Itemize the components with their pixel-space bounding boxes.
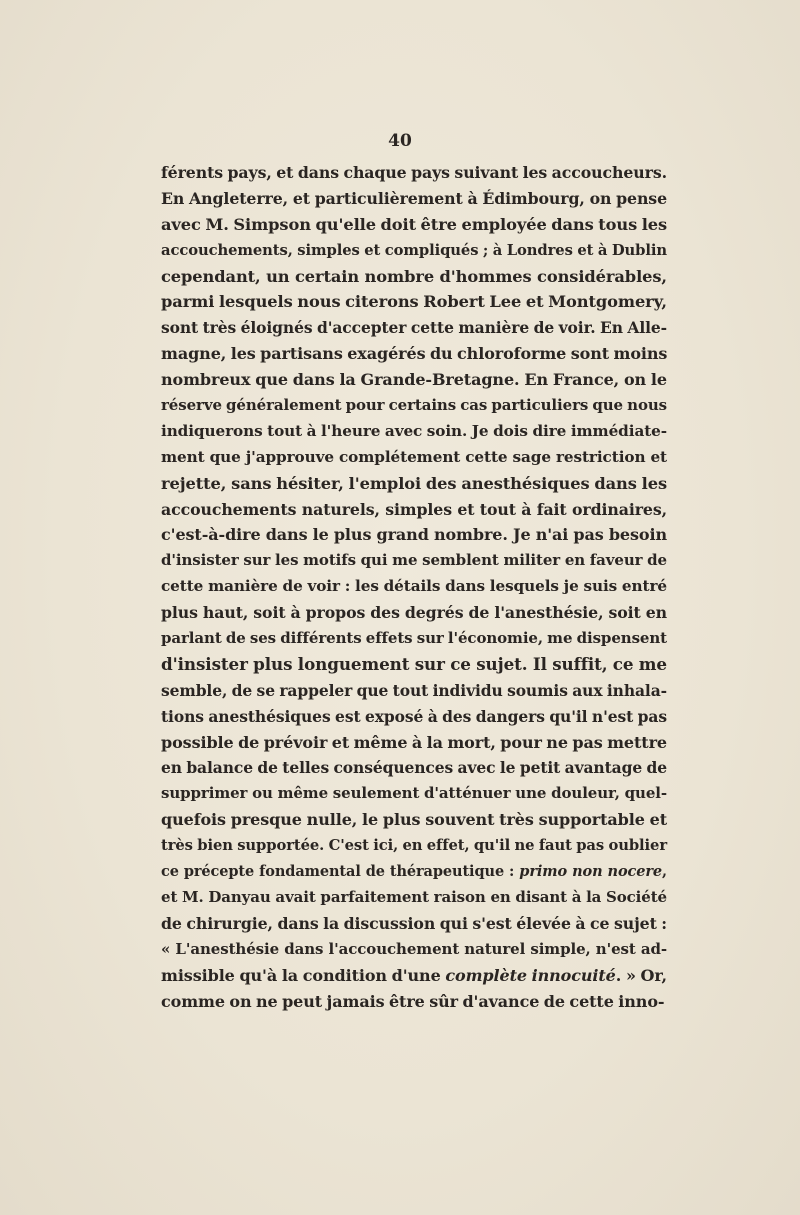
text-line: et M. Danyau avait parfaitement raison en disant à la Société <box>161 887 667 906</box>
text-line: d'insister plus longuement sur ce sujet. Il suffit, ce me <box>161 653 667 674</box>
text-line: magne, les partisans exagérés du chloroforme sont moins <box>161 344 668 364</box>
text-line: de chirurgie, dans la discussion qui s'est élevée à ce sujet : <box>161 913 667 933</box>
text-line: avec M. Simpson qu'elle doit être employée dans tous les <box>161 214 668 234</box>
text-line: réserve généralement pour certains cas particuliers que nous <box>161 396 667 415</box>
page-number: 40 <box>388 131 412 151</box>
text-line: « L'anesthésie dans l'accouchement naturel simple, n'est ad- <box>161 939 667 958</box>
text-line: cependant, un certain nombre d'hommes considérables, <box>161 266 667 286</box>
text-line: parmi lesquels nous citerons Robert Lee et Montgomery, <box>161 292 667 312</box>
text-line: en balance de telles conséquences avec le petit avantage de <box>161 758 667 778</box>
text-line: comme on ne peut jamais être sûr d'avance de cette inno- <box>161 991 665 1011</box>
body-text <box>161 160 667 1014</box>
text-line: c'est-à-dire dans le plus grand nombre. Je n'ai pas besoin <box>161 525 667 545</box>
text-line: sont très éloignés d'accepter cette manière de voir. En Alle- <box>161 318 667 338</box>
text-line: rejette, sans hésiter, l'emploi des anesthésiques dans les <box>161 473 667 493</box>
text-line: En Angleterre, et particulièrement à Édimbourg, on pense <box>161 188 667 208</box>
text-line: d'insister sur les motifs qui me semblent militer en faveur de <box>161 551 667 570</box>
text-line: accouchements, simples et compliqués ; à Londres et à Dublin <box>161 241 667 259</box>
text-line: missible qu'à la condition d'une complète innocuité. » Or, <box>161 965 668 985</box>
text-line: possible de prévoir et même à la mort, pour ne pas mettre <box>161 732 668 752</box>
text-line: parlant de ses différents effets sur l'économie, me dispensent <box>161 629 667 648</box>
text-line: très bien supportée. C'est ici, en effet, qu'il ne faut pas oublier <box>161 837 667 855</box>
text-line: quefois presque nulle, le plus souvent très supportable et <box>161 810 667 830</box>
text-line: ce précepte fondamental de thérapeutique : primo non nocere, <box>161 863 667 881</box>
text-line: indiquerons tout à l'heure avec soin. Je dois dire immédiate- <box>161 421 667 440</box>
text-line: accouchements naturels, simples et tout à fait ordinaires, <box>161 499 667 519</box>
text-line: férents pays, et dans chaque pays suivant les accoucheurs. <box>161 163 667 182</box>
text-line: tions anesthésiques est exposé à des dangers qu'il n'est pas <box>161 706 667 726</box>
italic-phrase: primo non nocere <box>519 863 663 881</box>
text-line: plus haut, soit à propos des degrés de l'anesthésie, soit en <box>161 603 667 623</box>
italic-phrase: complète innocuité <box>445 965 616 985</box>
text-line: semble, de se rappeler que tout individu soumis aux inhala- <box>161 680 667 700</box>
text-line: nombreux que dans la Grande-Bretagne. En France, on le <box>161 370 667 390</box>
text-line: ment que j'approuve complétement cette sage restriction et <box>161 447 667 466</box>
text-line: supprimer ou même seulement d'atténuer une douleur, quel- <box>161 784 667 803</box>
text-line: cette manière de voir : les détails dans lesquels je suis entré <box>161 577 667 596</box>
